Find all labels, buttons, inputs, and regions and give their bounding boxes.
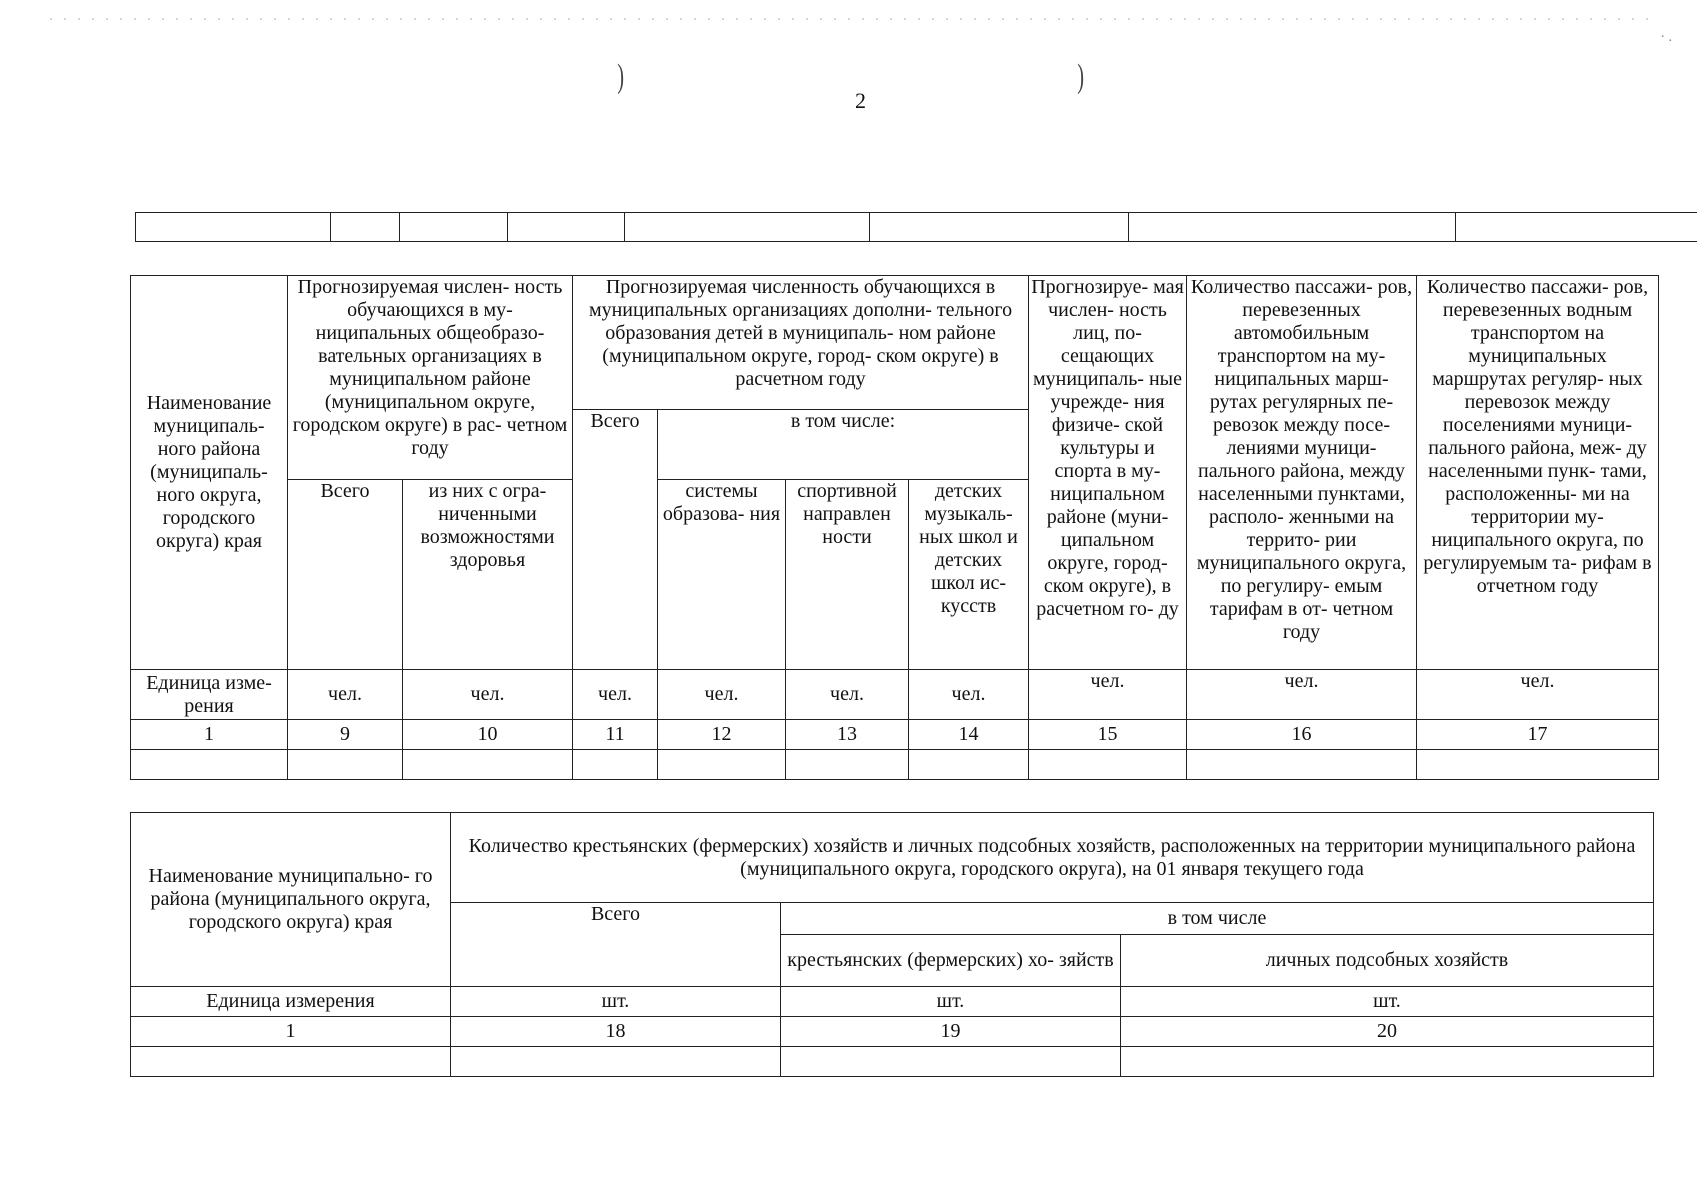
household-plots-header: личных подсобных хозяйств bbox=[1121, 935, 1654, 987]
empty-cell bbox=[508, 213, 625, 242]
unit-cell: чел. bbox=[403, 670, 573, 720]
empty-data-cell bbox=[451, 1047, 781, 1077]
sports-visitors-header: Прогнозируе- мая числен- ность лиц, по- сещающих муниципаль- ные учрежде- ния физиче- ской культуры и спорта в му- ниципальном районе (муни- ципальном округе, город- ском округе), в расчетном го- ду bbox=[1029, 276, 1187, 670]
municipality-name-header: Наименование муниципально- го района (муниципального округа, городского округа) края bbox=[131, 813, 451, 987]
disabilities-header: из них с огра- ниченными возможностями здоровья bbox=[403, 480, 573, 670]
empty-data-cell bbox=[909, 750, 1029, 780]
empty-data-cell bbox=[403, 750, 573, 780]
music-art-schools-header: детских музыкаль- ных школ и детских школ ис- кусств bbox=[909, 480, 1029, 670]
empty-cell bbox=[870, 213, 1129, 242]
empty-cell bbox=[331, 213, 400, 242]
empty-data-cell bbox=[1187, 750, 1417, 780]
total-header: Всего bbox=[451, 903, 781, 987]
sports-direction-header: спортивной направлен ности bbox=[786, 480, 909, 670]
empty-cell bbox=[1129, 213, 1456, 242]
column-number: 12 bbox=[658, 720, 786, 750]
column-number: 13 bbox=[786, 720, 909, 750]
including-header: в том числе bbox=[781, 903, 1654, 935]
column-number: 9 bbox=[288, 720, 403, 750]
blank-table-strip bbox=[135, 212, 1697, 242]
column-number: 11 bbox=[573, 720, 658, 750]
empty-data-cell bbox=[1121, 1047, 1654, 1077]
empty-cell bbox=[400, 213, 508, 242]
column-number: 20 bbox=[1121, 1017, 1654, 1047]
total-header: Всего bbox=[288, 480, 403, 670]
unit-cell: чел. bbox=[786, 670, 909, 720]
empty-data-cell bbox=[1029, 750, 1187, 780]
unit-cell: чел. bbox=[909, 670, 1029, 720]
column-number: 19 bbox=[781, 1017, 1121, 1047]
column-number: 1 bbox=[131, 720, 288, 750]
education-system-header: системы образова- ния bbox=[658, 480, 786, 670]
empty-data-cell bbox=[131, 750, 288, 780]
scan-artifact bbox=[50, 18, 1650, 20]
empty-data-cell bbox=[658, 750, 786, 780]
peasant-farms-header: крестьянских (фермерских) хо- зяйств bbox=[781, 935, 1121, 987]
total-header: Всего bbox=[573, 410, 658, 670]
column-number: 18 bbox=[451, 1017, 781, 1047]
empty-data-cell bbox=[1417, 750, 1659, 780]
farms-count-header: Количество крестьянских (фермерских) хозяйств и личных подсобных хозяйств, расположенных на территории муниципального района (муниципального округа, городского округа), на 01 января текущего года bbox=[451, 813, 1654, 903]
scan-artifact: · . bbox=[1660, 30, 1672, 45]
page-number: 2 bbox=[855, 88, 866, 113]
water-passengers-header: Количество пассажи- ров, перевезенных водным транспортом на муниципальных маршрутах регуляр- ных перевозок между поселениями муници- пального района, меж- ду населенными пунк- тами, расположенны- ми на территории му- ниципального округа, по регулируемым та- рифам в отчетном году bbox=[1417, 276, 1659, 670]
including-header: в том числе: bbox=[658, 410, 1029, 480]
binder-hole-mark: ) bbox=[1077, 58, 1085, 95]
unit-cell: шт. bbox=[781, 987, 1121, 1017]
farms-table bbox=[130, 812, 1654, 1077]
empty-cell bbox=[625, 213, 870, 242]
unit-cell: чел. bbox=[1187, 670, 1417, 720]
empty-data-cell bbox=[131, 1047, 451, 1077]
empty-data-cell bbox=[786, 750, 909, 780]
unit-label: Единица измерения bbox=[131, 987, 451, 1017]
unit-cell: шт. bbox=[451, 987, 781, 1017]
column-number: 16 bbox=[1187, 720, 1417, 750]
road-passengers-header: Количество пассажи- ров, перевезенных автомобильным транспортом на му- ниципальных марш- рутах регулярных пе- ревозок между посе- лениями муници- пального района, между населенными пунктами, располо- женными на террито- рии муниципального округа, по регулиру- емым тарифам в от- четном году bbox=[1187, 276, 1417, 670]
unit-cell: чел. bbox=[658, 670, 786, 720]
unit-cell: чел. bbox=[288, 670, 403, 720]
unit-cell: чел. bbox=[1417, 670, 1659, 720]
column-number: 17 bbox=[1417, 720, 1659, 750]
unit-cell: шт. bbox=[1121, 987, 1654, 1017]
binder-hole-mark: ) bbox=[617, 58, 625, 95]
empty-data-cell bbox=[573, 750, 658, 780]
empty-cell bbox=[1456, 213, 1697, 242]
general-education-header: Прогнозируемая числен- ность обучающихся в му- ниципальных общеобразо- вательных организациях в муниципальном районе (муниципальном округе, городском округе) в рас- четном году bbox=[288, 276, 573, 480]
column-number: 10 bbox=[403, 720, 573, 750]
forecast-table bbox=[130, 275, 1659, 780]
additional-education-header: Прогнозируемая численность обучающихся в муниципальных организациях дополни- тельного образования детей в муниципаль- ном районе (муниципальном округе, город- ском округе) в расчетном году bbox=[573, 276, 1029, 410]
column-number: 14 bbox=[909, 720, 1029, 750]
empty-data-cell bbox=[288, 750, 403, 780]
empty-cell bbox=[136, 213, 331, 242]
unit-cell: чел. bbox=[573, 670, 658, 720]
unit-cell: чел. bbox=[1029, 670, 1187, 720]
municipality-name-header: Наименование муниципаль- ного района (муниципаль- ного округа, городского округа) края bbox=[131, 276, 288, 670]
empty-data-cell bbox=[781, 1047, 1121, 1077]
unit-label: Единица изме- рения bbox=[131, 670, 288, 720]
column-number: 15 bbox=[1029, 720, 1187, 750]
column-number: 1 bbox=[131, 1017, 451, 1047]
